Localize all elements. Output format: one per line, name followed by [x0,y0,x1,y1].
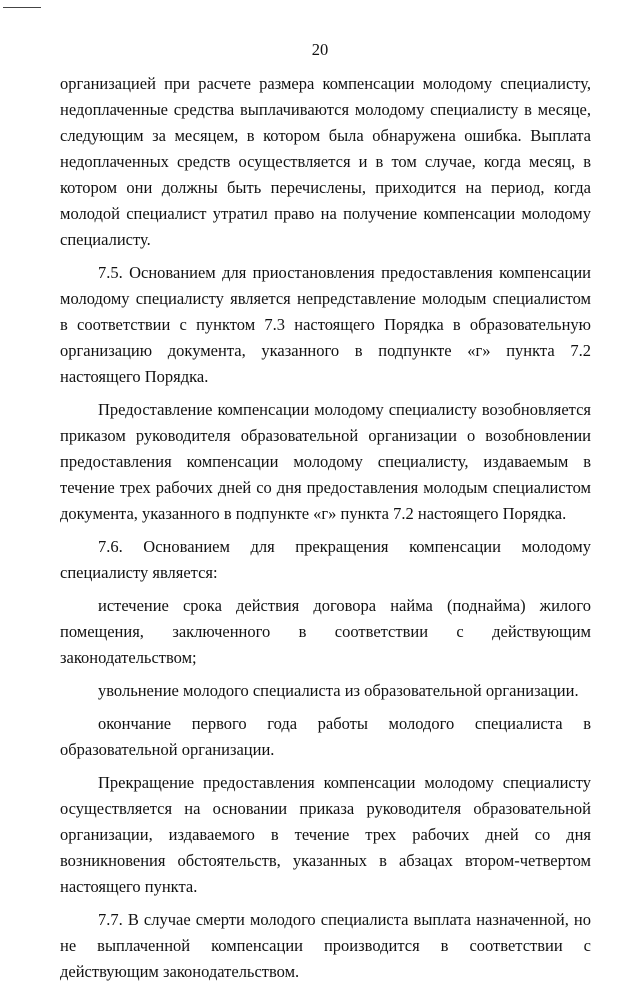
paragraph-first-year-end: окончание первого года работы молодого специалиста в образовательной организации. [60,714,591,759]
paragraph-7-5: 7.5. Основанием для приостановления предоставления компенсации молодому специалисту является непредставление молодым специалистом в соответствии с пунктом 7.3 настоящего Порядка в образовательную организацию документа, указанного в подпункте «г» пункта 7.2 настоящего Порядка. [60,263,591,386]
paragraph-termination: Прекращение предоставления компенсации молодому специалисту осуществляется на основании приказа руководителя образовательной организации, издаваемого в течение трех рабочих дней со дня возникновения обстоятельств, указанных в абзацах втором-четвертом настоящего пункта. [60,773,591,896]
paragraph-dismissal: увольнение молодого специалиста из образовательной организации. [98,681,579,700]
page-number: 20 [311,40,329,59]
header-rule [3,7,41,8]
paragraph-contract-expiry: истечение срока действия договора найма (поднайма) жилого помещения, заключенного в соответствии с действующим законодательством; [60,596,591,667]
paragraph-continuation: организацией при расчете размера компенсации молодому специалисту, недоплаченные средства выплачиваются молодому специалисту в месяце, следующим за месяцем, в котором была обнаружена ошибка. Выплата недоплаченных средств осуществляется и в том случае, когда месяц, в котором они должны быть перечислены, приходится на период, когда молодой специалист утратил право на получение компенсации молодому специалисту. [60,74,591,249]
document-body [60,71,591,992]
paragraph-7-7: 7.7. В случае смерти молодого специалиста выплата назначенной, но не выплаченной компенсации производится в соответствии с действующим законодательством. [60,910,591,981]
paragraph-resumption: Предоставление компенсации молодому специалисту возобновляется приказом руководителя образовательной организации о возобновлении предоставления компенсации молодому специалисту, издаваемым в течение трех рабочих дней со дня предоставления молодым специалистом документа, указанного в подпункте «г» пункта 7.2 настоящего Порядка. [60,400,591,523]
paragraph-7-6: 7.6. Основанием для прекращения компенсации молодому специалисту является: [60,537,591,582]
